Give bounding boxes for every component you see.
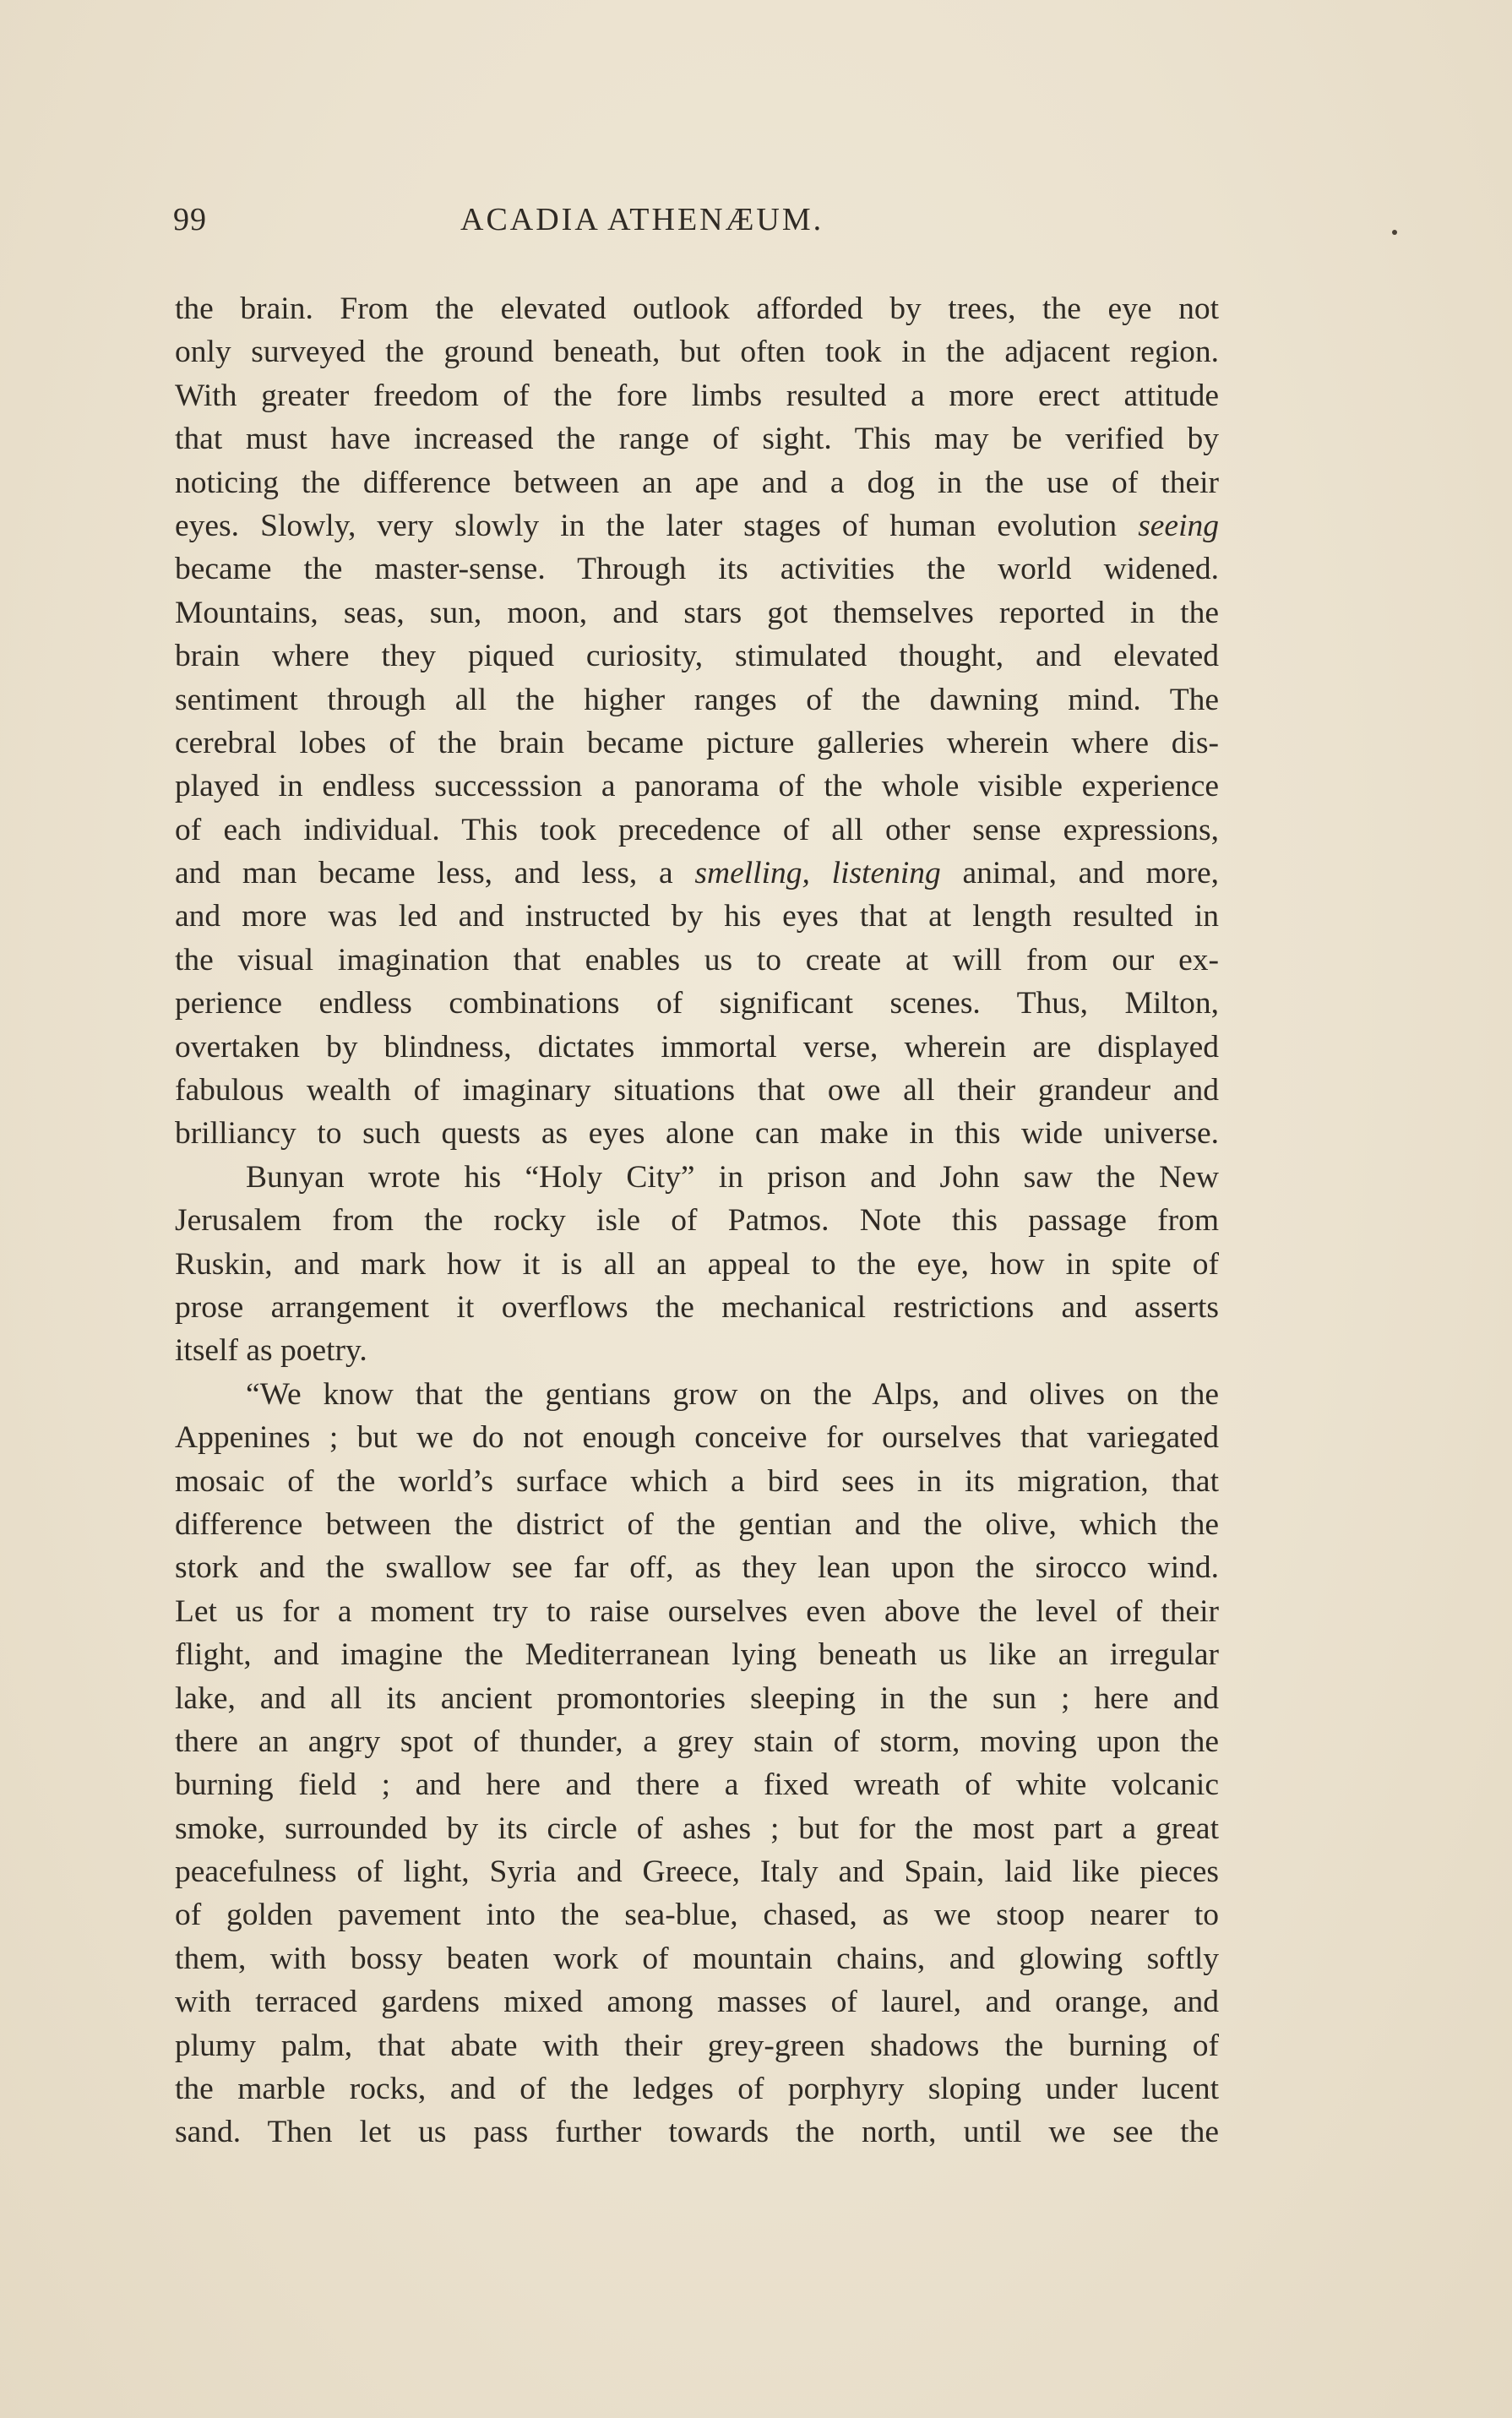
page-number: 99	[173, 202, 207, 237]
text-line: sand. Then let us pass further towards the north, until we see the	[175, 2115, 1219, 2150]
text-line: stork and the swallow see far off, as they lean upon the sirocco wind.	[175, 1550, 1219, 1586]
italic-emphasis: smelling, listening	[694, 856, 941, 891]
text-line: Ruskin, and mark how it is all an appeal to the eye, how in spite of	[175, 1246, 1219, 1282]
italic-emphasis: seeing	[1138, 508, 1219, 543]
text-line: eyes. Slowly, very slowly in the later stages of human evolution seeing	[175, 508, 1219, 543]
paragraph-end-line: itself as poetry.	[175, 1333, 367, 1369]
text-line: burning field ; and here and there a fixed wreath of white volcanic	[175, 1767, 1219, 1803]
text-line: the visual imagination that enables us to create at will from our ex-	[175, 942, 1219, 978]
text-line: plumy palm, that abate with their grey-green shadows the burning of	[175, 2028, 1219, 2063]
text-line: mosaic of the world’s surface which a bird sees in its migration, that	[175, 1463, 1219, 1499]
text-line: the brain. From the elevated outlook afforded by trees, the eye not	[175, 291, 1219, 326]
text-line: only surveyed the ground beneath, but often took in the adjacent region.	[175, 335, 1219, 370]
text-line: brilliancy to such quests as eyes alone can make in this wide universe.	[175, 1116, 1219, 1152]
text-line: the marble rocks, and of the ledges of porphyry sloping under lucent	[175, 2072, 1219, 2107]
paragraph-start-line: Bunyan wrote his “Holy City” in prison and John saw the New	[246, 1159, 1219, 1195]
text-line: cerebral lobes of the brain became picture galleries wherein where dis-	[175, 725, 1219, 760]
text-line: brain where they piqued curiosity, stimulated thought, and elevated	[175, 639, 1219, 674]
text-line: peacefulness of light, Syria and Greece, Italy and Spain, laid like pieces	[175, 1854, 1219, 1890]
text-line: smoke, surrounded by its circle of ashes ; but for the most part a great	[175, 1811, 1219, 1846]
text-line: played in endless successsion a panorama of the whole visible experience	[175, 769, 1219, 804]
text-line: that must have increased the range of sight. This may be verified by	[175, 422, 1219, 457]
text-line: sentiment through all the higher ranges of the dawning mind. The	[175, 682, 1219, 717]
text-line: and man became less, and less, a smelling, listening animal, and more,	[175, 856, 1219, 891]
text-line: fabulous wealth of imaginary situations that owe all their grandeur and	[175, 1073, 1219, 1108]
ink-speck	[1392, 230, 1397, 235]
page-header	[173, 201, 1236, 252]
text-line: them, with bossy beaten work of mountain chains, and glowing softly	[175, 1941, 1219, 1976]
text-line: flight, and imagine the Mediterranean lying beneath us like an irregular	[175, 1637, 1219, 1673]
text-line: of each individual. This took precedence of all other sense expressions,	[175, 812, 1219, 847]
text-line: Let us for a moment try to raise ourselves even above the level of their	[175, 1593, 1219, 1629]
text-line: With greater freedom of the fore limbs resulted a more erect attitude	[175, 378, 1219, 413]
text-line: lake, and all its ancient promontories sleeping in the sun ; here and	[175, 1680, 1219, 1716]
text-line: overtaken by blindness, dictates immortal verse, wherein are displayed	[175, 1029, 1219, 1065]
text-line: with terraced gardens mixed among masses of laurel, and orange, and	[175, 1985, 1219, 2020]
text-line: and more was led and instructed by his eyes that at length resulted in	[175, 899, 1219, 934]
text-line: Jerusalem from the rocky isle of Patmos. Note this passage from	[175, 1203, 1219, 1239]
text-line: there an angry spot of thunder, a grey stain of storm, moving upon the	[175, 1724, 1219, 1759]
text-line: of golden pavement into the sea-blue, chased, as we stoop nearer to	[175, 1898, 1219, 1933]
text-line: perience endless combinations of significant scenes. Thus, Milton,	[175, 986, 1219, 1021]
quotation-start-line: “We know that the gentians grow on the Alps, and olives on the	[246, 1376, 1219, 1412]
text-line: Mountains, seas, sun, moon, and stars got themselves reported in the	[175, 595, 1219, 630]
text-line: difference between the district of the gentian and the olive, which the	[175, 1506, 1219, 1542]
text-line: noticing the difference between an ape and a dog in the use of their	[175, 465, 1219, 500]
text-line: Appenines ; but we do not enough conceive for ourselves that variegated	[175, 1420, 1219, 1456]
running-title: ACADIA ATHENÆUM.	[460, 202, 824, 237]
body-text	[175, 287, 1219, 2154]
text-line: became the master-sense. Through its activities the world widened.	[175, 552, 1219, 587]
text-line: prose arrangement it overflows the mechanical restrictions and asserts	[175, 1289, 1219, 1325]
